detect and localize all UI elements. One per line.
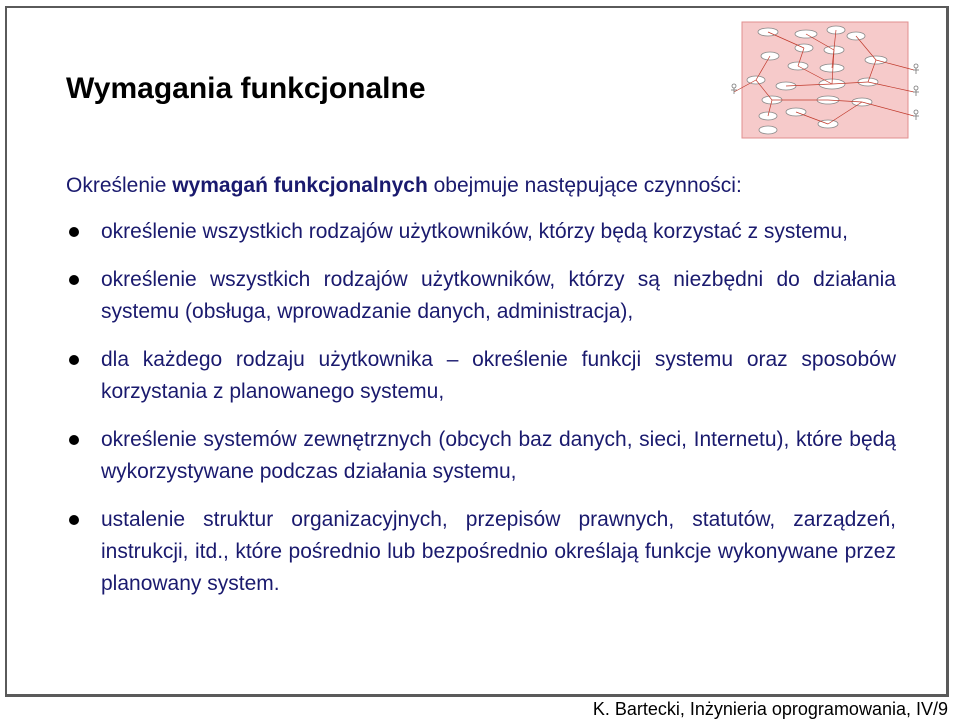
bullet-item [66,504,896,600]
bullet-text: określenie wszystkich rodzajów użytkowników, którzy będą korzystać z systemu, [101,220,848,243]
bullet-item [66,264,896,328]
frame-top-line [5,6,949,8]
bullet-icon [69,355,79,365]
bullet-icon [69,275,79,285]
bullet-text: ustalenie struktur organizacyjnych, przepisów prawnych, statutów, zarządzeń, instrukcji, itd., które pośrednio lub bezpośrednio określają funkcje wykonywane przez planowany system. [101,508,896,595]
intro-bold-term: wymagań funkcjonalnych [172,174,428,197]
bullet-text: określenie wszystkich rodzajów użytkowników, którzy są niezbędni do działania systemu (obsługa, wprowadzanie danych, administracja), [101,268,896,323]
bullet-icon [69,435,79,445]
intro-suffix: obejmuje następujące czynności: [427,174,742,197]
bullet-text: dla każdego rodzaju użytkownika – określenie funkcji systemu oraz sposobów korzystania z planowanego systemu, [101,348,896,403]
bullet-icon [69,515,79,525]
footer-citation: K. Bartecki, Inżynieria oprogramowania, IV/9 [592,699,948,719]
bullet-item [66,216,896,248]
frame-bottom-line [5,694,949,697]
bullet-list [66,216,896,616]
bullet-icon [69,227,79,237]
bullet-item [66,424,896,488]
slide-title: Wymagania funkcjonalne [66,72,426,105]
frame-right-line [946,6,949,696]
use-case-diagram-image [728,20,928,142]
frame-left-line [5,6,7,696]
bullet-text: określenie systemów zewnętrznych (obcych baz danych, sieci, Internetu), które będą wykorzystywane podczas działania systemu, [101,428,896,483]
intro-paragraph [66,172,906,200]
intro-prefix: Określenie [66,174,173,197]
bullet-item [66,344,896,408]
